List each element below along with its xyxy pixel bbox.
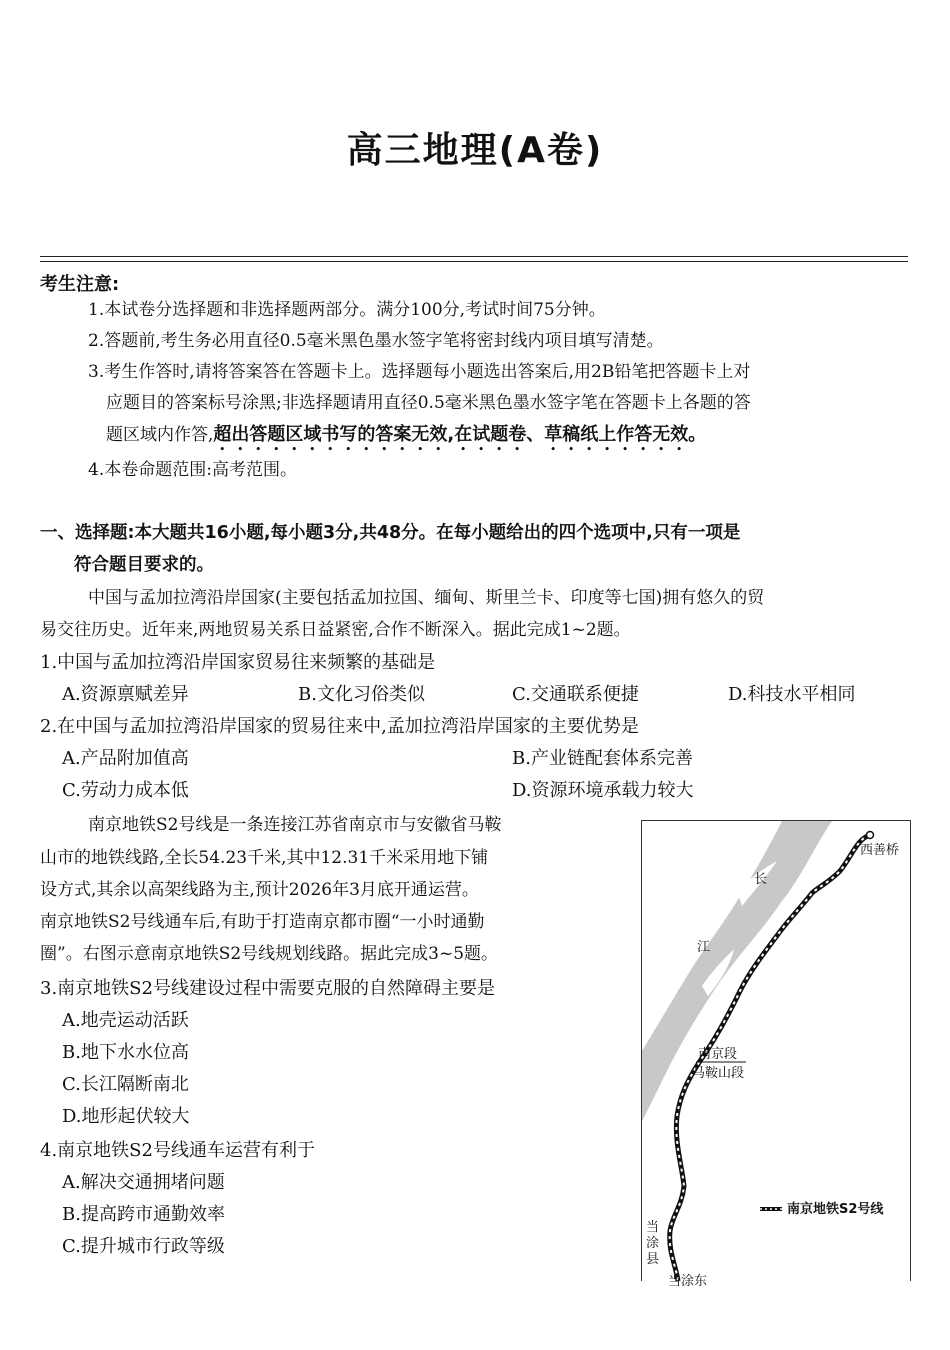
question-2-stem: 2.在中国与孟加拉湾沿岸国家的贸易往来中,孟加拉湾沿岸国家的主要优势是 xyxy=(40,716,639,737)
question-1-option-a: A.资源禀赋差异 xyxy=(62,684,189,705)
notice-item-3-cont: 应题目的答案标号涂黑;非选择题请用直径0.5毫米黑色墨水签字笔在答题卡上各题的答 xyxy=(106,393,751,413)
question-3-option-b: B.地下水水位高 xyxy=(62,1042,189,1063)
notice-item-2: 2.答题前,考生务必用直径0.5毫米黑色墨水签字笔将密封线内项目填写清楚。 xyxy=(88,331,664,351)
label-nanjing-section: 南京段 xyxy=(698,1047,738,1062)
header-divider-top xyxy=(40,256,908,257)
question-3-option-c: C.长江隔断南北 xyxy=(62,1074,189,1095)
passage-2-line-2: 山市的地铁线路,全长54.23千米,其中12.31千米采用地下铺 xyxy=(40,848,489,868)
metro-map-svg xyxy=(642,821,910,1289)
question-2-option-a: A.产品附加值高 xyxy=(62,748,189,769)
station-xishanqiao xyxy=(867,832,874,839)
question-3-stem: 3.南京地铁S2号线建设过程中需要克服的自然障碍主要是 xyxy=(40,978,495,999)
header-divider-bottom xyxy=(40,261,908,262)
question-1-option-b: B.文化习俗类似 xyxy=(298,684,425,705)
question-1-option-c: C.交通联系便捷 xyxy=(512,684,639,705)
section-heading: 一、选择题:本大题共16小题,每小题3分,共48分。在每小题给出的四个选项中,只有一项是 xyxy=(40,523,741,543)
notice-heading: 考生注意: xyxy=(40,274,120,295)
label-xishanqiao: 西善桥 xyxy=(860,843,900,858)
label-dangtu-2: 涂 xyxy=(646,1236,660,1251)
metro-map xyxy=(641,820,911,1289)
passage-1-line-2: 易交往历史。近年来,两地贸易关系日益紧密,合作不断深入。据此完成1~2题。 xyxy=(40,620,631,640)
section-heading-cont: 符合题目要求的。 xyxy=(74,555,214,575)
question-1-option-d: D.科技水平相同 xyxy=(728,684,856,705)
notice-item-3-end: 题区域内作答, xyxy=(106,425,214,445)
label-chang: 长 xyxy=(754,872,768,887)
label-maanshan-section: 马鞍山段 xyxy=(692,1066,745,1081)
question-3-option-d: D.地形起伏较大 xyxy=(62,1106,190,1127)
notice-item-3: 3.考生作答时,请将答案答在答题卡上。选择题每小题选出答案后,用2B铅笔把答题卡上对 xyxy=(88,362,751,382)
passage-1-line-1: 中国与孟加拉湾沿岸国家(主要包括孟加拉国、缅甸、斯里兰卡、印度等七国)拥有悠久的贸 xyxy=(88,588,765,608)
passage-2-line-3: 设方式,其余以高架线路为主,预计2026年3月底开通运营。 xyxy=(40,880,479,900)
label-bottom-station: 当涂东 xyxy=(668,1274,708,1289)
notice-item-4: 4.本卷命题范围:高考范围。 xyxy=(88,460,297,480)
page-title: 高三地理(A卷) xyxy=(346,130,604,171)
question-2-option-b: B.产业链配套体系完善 xyxy=(512,748,693,769)
question-2-option-d: D.资源环境承载力较大 xyxy=(512,780,694,801)
question-4-stem: 4.南京地铁S2号线通车运营有利于 xyxy=(40,1140,315,1161)
question-4-option-c: C.提升城市行政等级 xyxy=(62,1236,225,1257)
question-1-stem: 1.中国与孟加拉湾沿岸国家贸易往来频繁的基础是 xyxy=(40,652,436,673)
passage-2-line-1: 南京地铁S2号线是一条连接江苏省南京市与安徽省马鞍 xyxy=(88,815,502,835)
label-jiang: 江 xyxy=(697,940,711,955)
legend-label: 南京地铁S2号线 xyxy=(787,1202,884,1217)
notice-emphasis: 超出答题区域书写的答案无效,在试题卷、草稿纸上作答无效。 xyxy=(213,424,707,445)
passage-2-line-5: 圈”。右图示意南京地铁S2号线规划线路。据此完成3~5题。 xyxy=(40,944,499,964)
question-4-option-b: B.提高跨市通勤效率 xyxy=(62,1204,225,1225)
notice-item-1: 1.本试卷分选择题和非选择题两部分。满分100分,考试时间75分钟。 xyxy=(88,300,606,320)
passage-2-line-4: 南京地铁S2号线通车后,有助于打造南京都市圈“一小时通勤 xyxy=(40,912,485,932)
label-dangtu-1: 当 xyxy=(646,1220,660,1235)
question-2-option-c: C.劳动力成本低 xyxy=(62,780,189,801)
label-dangtu-3: 县 xyxy=(646,1252,660,1267)
question-3-option-a: A.地壳运动活跃 xyxy=(62,1010,189,1031)
question-4-option-a: A.解决交通拥堵问题 xyxy=(62,1172,225,1193)
